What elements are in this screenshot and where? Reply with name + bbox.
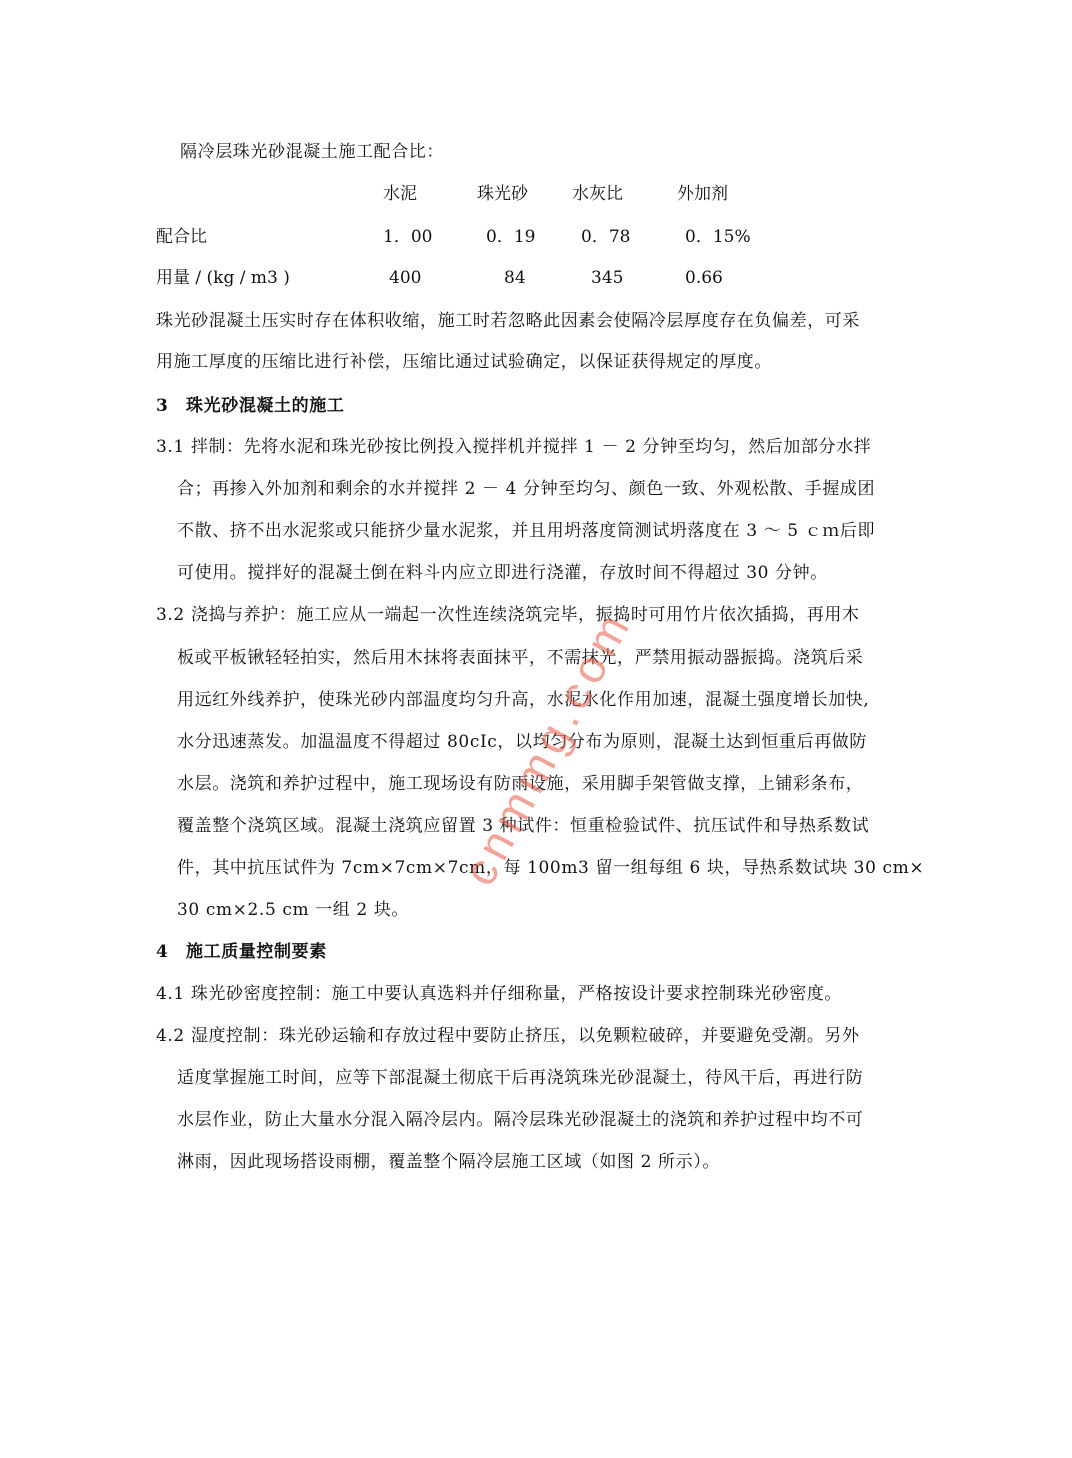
paragraph-line: 不散、挤不出水泥浆或只能挤少量水泥浆，并且用坍落度筒测试坍落度在 3 ～ 5 ｃｍ后即 [177, 521, 876, 541]
watermark: cnmmg.com [452, 600, 642, 894]
table-cell: 0．15% [685, 227, 751, 247]
note-line: 珠光砂混凝土压实时存在体积收缩，施工时若忽略此因素会使隔冷层厚度存在负偏差，可采 [156, 311, 860, 331]
paragraph-line: 水层。浇筑和养护过程中，施工现场设有防雨设施，采用脚手架管做支撑，上铺彩条布， [177, 774, 864, 794]
table-header-admixture: 外加剂 [677, 184, 728, 204]
table-row-label-ratio: 配合比 [156, 227, 207, 247]
table-cell: 1．00 [383, 227, 433, 247]
paragraph-line: 适度掌握施工时间，应等下部混凝土彻底干后再浇筑珠光砂混凝土，待风干后，再进行防 [177, 1068, 864, 1088]
paragraph-line: 合；再掺入外加剂和剩余的水并搅拌 2 － 4 分钟至均匀、颜色一致、外观松散、手握成团 [177, 479, 876, 499]
table-header-perlite: 珠光砂 [477, 184, 528, 204]
paragraph-line: 3.1 拌制：先将水泥和珠光砂按比例投入搅拌机并搅拌 1 － 2 分钟至均匀，然后加部分水拌 [156, 437, 872, 457]
paragraph-line: 可使用。搅拌好的混凝土倒在料斗内应立即进行浇灌，存放时间不得超过 30 分钟。 [177, 563, 828, 583]
table-cell: 345 [591, 268, 624, 288]
section-4-heading: 4 施工质量控制要素 [156, 942, 327, 962]
table-cell: 400 [389, 268, 422, 288]
paragraph-line: 板或平板锹轻轻拍实，然后用木抹将表面抹平，不需抹光，严禁用振动器振捣。浇筑后采 [177, 648, 864, 668]
paragraph-line: 覆盖整个浇筑区域。混凝土浇筑应留置 3 种试件：恒重检验试件、抗压试件和导热系数试 [177, 816, 870, 836]
note-line: 用施工厚度的压缩比进行补偿，压缩比通过试验确定，以保证获得规定的厚度。 [156, 352, 772, 372]
paragraph-line: 水层作业，防止大量水分混入隔冷层内。隔冷层珠光砂混凝土的浇筑和养护过程中均不可 [177, 1110, 864, 1130]
table-row-label-dosage: 用量 / (kg / m3 ) [156, 268, 290, 288]
paragraph-line: 3.2 浇捣与养护：施工应从一端起一次性连续浇筑完毕，振捣时可用竹片依次插捣，再用木 [156, 605, 860, 625]
paragraph-line: 4.1 珠光砂密度控制：施工中要认真选料并仔细称量，严格按设计要求控制珠光砂密度。 [156, 984, 843, 1004]
paragraph-line: 4.2 湿度控制：珠光砂运输和存放过程中要防止挤压，以免颗粒破碎，并要避免受潮。另外 [156, 1026, 860, 1046]
table-cell: 0．19 [486, 227, 536, 247]
table-cell: 0.66 [685, 268, 723, 288]
paragraph-line: 件，其中抗压试件为 7cm×7cm×7cm，每 100m3 留一组每组 6 块，导热系数试块 30 cm× [177, 858, 925, 878]
paragraph-line: 30 cm×2.5 cm 一组 2 块。 [177, 900, 410, 920]
paragraph-line: 用远红外线养护，使珠光砂内部温度均匀升高，水泥水化作用加速，混凝土强度增长加快, [177, 690, 870, 710]
table-header-cement: 水泥 [383, 184, 417, 204]
table-cell: 0．78 [581, 227, 631, 247]
mix-ratio-intro: 隔冷层珠光砂混凝土施工配合比： [180, 142, 444, 162]
table-header-water-cement-ratio: 水灰比 [572, 184, 623, 204]
section-3-heading: 3 珠光砂混凝土的施工 [156, 396, 345, 416]
paragraph-line: 淋雨，因此现场搭设雨棚，覆盖整个隔冷层施工区域（如图 2 所示）。 [177, 1152, 720, 1172]
paragraph-line: 水分迅速蒸发。加温温度不得超过 80cIc，以均匀分布为原则，混凝土达到恒重后再做防 [177, 732, 867, 752]
table-cell: 84 [504, 268, 526, 288]
